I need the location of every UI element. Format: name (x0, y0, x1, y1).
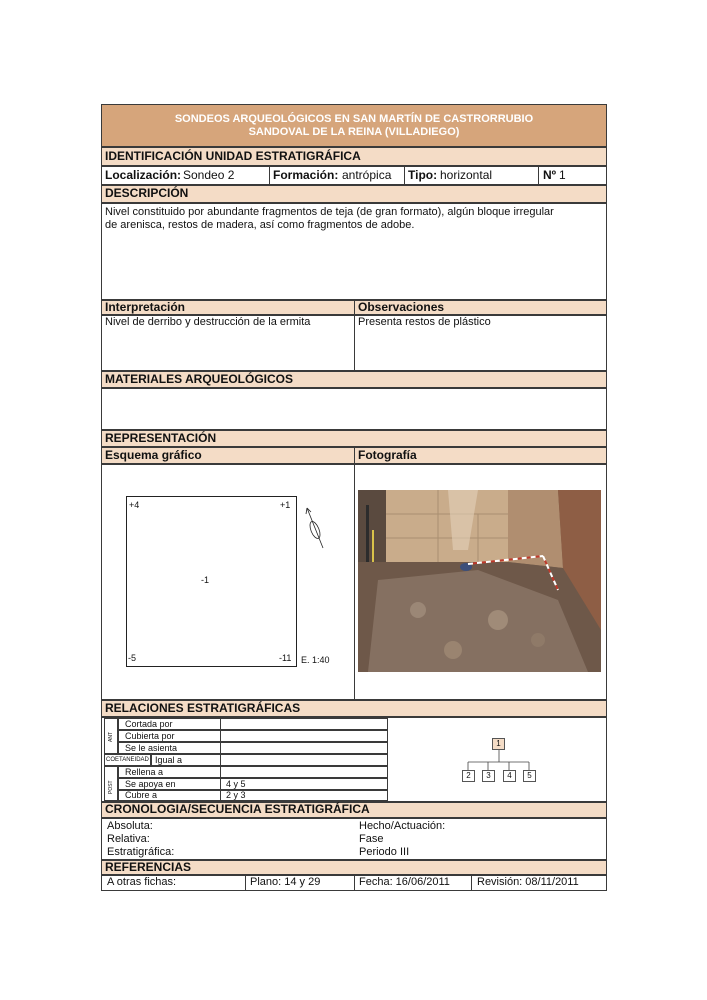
numero-label: Nº (543, 168, 557, 182)
sheet-title-line2: SANDOVAL DE LA REINA (VILLADIEGO) (248, 126, 460, 138)
formacion-value: antrópica (342, 168, 392, 182)
relaciones-table (104, 718, 387, 801)
sketch-bottom-left: -5 (128, 653, 137, 663)
sketch-center: -1 (201, 575, 210, 585)
rel-cubre-a-value: 2 y 3 (226, 790, 246, 800)
localizacion-label: Localización: (105, 168, 182, 182)
identificacion-title: IDENTIFICACIÓN UNIDAD ESTRATIGRÁFICA (105, 149, 361, 163)
rel-value-cell (220, 754, 388, 766)
excavation-photo (358, 490, 601, 672)
observaciones-label: Observaciones (358, 300, 445, 314)
coet-group-label: COETANEIDAD (106, 757, 149, 763)
cronologia-periodo: Periodo III (359, 846, 410, 858)
referencias-revision: Revisión: 08/11/2011 (477, 876, 579, 888)
representacion-title: REPRESENTACIÓN (105, 431, 217, 445)
cell-divider (245, 875, 246, 891)
rel-value-cell (220, 766, 388, 778)
referencias-otras-fichas: A otras fichas: (107, 876, 177, 888)
cronologia-absoluta: Absoluta: (107, 820, 153, 832)
descripcion-line1: Nivel constituido por abundante fragmentos de teja (de gran formato), algún bloque irregular (105, 206, 554, 218)
tipo-label: Tipo: (408, 168, 438, 182)
ant-group-label: ANT (108, 732, 114, 742)
cronologia-fase: Fase (359, 833, 384, 845)
north-arrow-icon (304, 506, 326, 550)
rel-cubierta-por: Cubierta por (125, 731, 175, 741)
cronologia-estratigrafica: Estratigráfica: (107, 846, 175, 858)
materiales-title: MATERIALES ARQUEOLÓGICOS (105, 372, 294, 386)
cronologia-title: CRONOLOGIA/SECUENCIA ESTRATIGRÁFICA (105, 802, 370, 816)
descripcion-line2: de arenisca, restos de madera, así como fragmentos de adobe. (105, 219, 415, 231)
referencias-title: REFERENCIAS (105, 860, 192, 874)
matrix-node: 5 (523, 770, 536, 782)
sketch-bottom-right: -11 (279, 653, 292, 663)
rel-se-apoya-en: Se apoya en (125, 779, 176, 789)
matrix-node: 4 (503, 770, 516, 782)
cronologia-body (101, 818, 607, 860)
cronologia-hecho: Hecho/Actuación: (359, 820, 446, 832)
rel-se-le-asienta: Se le asienta (125, 743, 178, 753)
rel-igual-a: Igual a (155, 755, 183, 765)
sketch-square (126, 496, 297, 667)
referencias-fecha: Fecha: 16/06/2011 (359, 876, 450, 888)
rel-value-cell (220, 718, 388, 730)
formacion-label: Formación: (273, 168, 339, 182)
rel-value-cell (220, 742, 388, 754)
cell-divider (538, 166, 539, 185)
sheet-title-line1: SONDEOS ARQUEOLÓGICOS EN SAN MARTÍN DE CASTRORRUBIO (174, 113, 534, 125)
observaciones-value: Presenta restos de plástico (358, 316, 491, 328)
materiales-body (101, 388, 607, 430)
post-group-label: POST (108, 780, 114, 794)
matrix-node-1: 1 (492, 738, 505, 750)
localizacion-value: Sondeo 2 (183, 168, 235, 182)
rel-value-cell (220, 730, 388, 742)
rel-cortada-por: Cortada por (125, 719, 173, 729)
referencias-plano: Plano: 14 y 29 (250, 876, 321, 888)
cell-divider (404, 166, 405, 185)
sketch-scale: E. 1:40 (301, 655, 330, 665)
descripcion-title: DESCRIPCIÓN (105, 186, 189, 200)
rel-se-apoya-en-value: 4 y 5 (226, 779, 246, 789)
cronologia-relativa: Relativa: (107, 833, 150, 845)
fotografia-label: Fotografía (358, 448, 417, 462)
cell-divider (354, 875, 355, 891)
matrix-node: 2 (462, 770, 475, 782)
rel-cubre-a: Cubre a (125, 790, 158, 800)
sketch-top-left: +4 (129, 500, 140, 510)
rel-rellena-a: Rellena a (125, 767, 164, 777)
cell-divider (471, 875, 472, 891)
esquema-label: Esquema gráfico (105, 448, 202, 462)
sketch-top-right: +1 (280, 500, 291, 510)
tipo-value: horizontal (440, 168, 493, 182)
numero-value: 1 (559, 168, 566, 182)
interpretacion-label: Interpretación (105, 300, 186, 314)
interpretacion-value: Nivel de derribo y destrucción de la ermita (105, 316, 311, 328)
relaciones-title: RELACIONES ESTRATIGRÁFICAS (105, 701, 301, 715)
cell-divider (269, 166, 270, 185)
matrix-node: 3 (482, 770, 495, 782)
